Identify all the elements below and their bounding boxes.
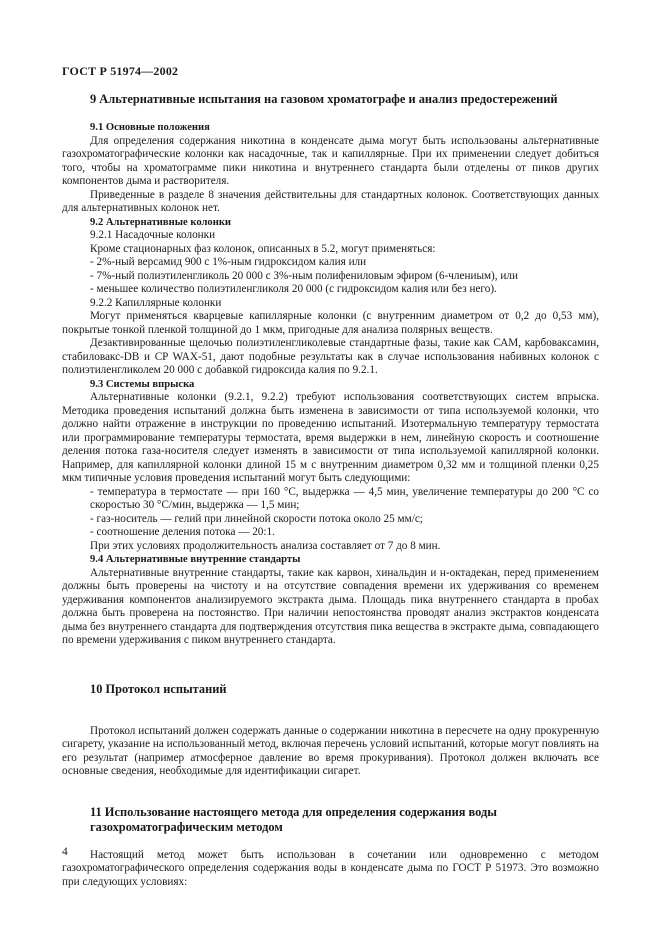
page-number: 4 <box>62 846 68 858</box>
list-item: - 2%-ный версамид 900 с 1%-ным гидроксидом калия или <box>90 256 367 268</box>
paragraph: Альтернативные внутренние стандарты, такие как карвон, хинальдин и н-октадекан, перед применением должны быть проверены на чистоту и на отсутствие совпадения времени их удерживания со временем удерживания компонентов анализируемого экстракта дыма. Площадь пика внутреннего стандарта в пробах должна быть проверена на постоянство. При наличии непостоянства проводят анализ экстрактов конденсата дыма без внутреннего стандарта для подтверждения отсутствия пика вещества в экстракте дыма, совпадающего по времени удерживания с пиком внутреннего стандарта. <box>62 566 599 646</box>
section-9-heading: 9 Альтернативные испытания на газовом хроматографе и анализ предостережений <box>90 92 558 106</box>
paragraph: Могут применяться кварцевые капиллярные колонки (с внутренним диаметром от 0,2 до 0,53 мм), покрытые тонкой пленкой толщиной до 1 мкм, пригодные для анализа полярных веществ. <box>62 310 599 336</box>
list-item: - газ-носитель — гелий при линейной скорости потока около 25 мм/с; <box>90 512 423 525</box>
document-id: ГОСТ Р 51974—2002 <box>62 64 179 78</box>
subsection-9-2-1-heading: 9.2.1 Насадочные колонки <box>90 229 216 241</box>
paragraph: Дезактивированные щелочью полиэтиленгликолевые стандартные фазы, такие как САМ, карбоваксамин, стабиловакс-DB и CP WAX-51, дают подобные результаты как в случае использования набивных колонок с полиэтиленгликолем 20 000 с добавкой гидроксида калия по 9.2.1. <box>62 337 599 376</box>
paragraph: При этих условиях продолжительность анализа составляет от 7 до 8 мин. <box>90 539 441 552</box>
section-11-heading: 11 Использование настоящего метода для определения содержания воды газохроматографическим методом <box>90 804 497 834</box>
list-item: - температура в термостате — при 160 °С, выдержка — 4,5 мин, увеличение температуры до 200 °С со скоростью 30 °С/мин, выдержка — 1,5 мин; <box>90 485 599 511</box>
paragraph: Настоящий метод может быть использован в сочетании или одновременно с методом газохроматографического определения содержания воды в конденсате дыма по ГОСТ Р 51973. Это возможно при следующих условиях: <box>62 848 599 888</box>
list-item: - 7%-ный полиэтиленгликоль 20 000 с 3%-ным полифениловым эфиром (6-члениым), или <box>90 269 518 282</box>
list-item: - меньшее количество полиэтиленгликоля 20 000 (с гидроксидом калия или без него). <box>90 283 497 295</box>
paragraph: Протокол испытаний должен содержать данные о содержании никотина в пересчете на одну прокуренную сигарету, указание на использованный метод, включая перечень условий испытаний, которые могут повлиять на его результат (например атмосферное давление во время прокуривания). Протокол должен включать все основные сведения, необходимые для идентификации сигарет. <box>62 724 599 777</box>
subsection-9-1-heading: 9.1 Основные положения <box>90 122 210 133</box>
subsection-9-4-heading: 9.4 Альтернативные внутренние стандарты <box>90 554 301 565</box>
paragraph: Кроме стационарных фаз колонок, описанных в 5.2, могут применяться: <box>90 242 436 255</box>
paragraph: Для определения содержания никотина в конденсате дыма могут быть использованы альтернативные газохроматографические колонки как насадочные, так и капиллярные. При их применении следует добиться того, чтобы на хроматограмме пики никотина и внутреннего стандарта были отделены от пиков других компонентов дыма и растворителя. <box>62 134 599 187</box>
subsection-9-3-heading: 9.3 Системы впрыска <box>90 378 195 390</box>
subsection-9-2-heading: 9.2 Альтернативные колонки <box>90 216 232 228</box>
paragraph: Альтернативные колонки (9.2.1, 9.2.2) требуют использования соответствующих систем впрыска. Методика проведения испытаний должна быть изменена в зависимости от типа используемой колонки, что должно найти отражение в инструкции по проведению испытаний. Изотермальную температуру термостата или программирование температуры термостата, время выдержки в нем, линейную скорость и соотношение деления потока газа-носителя следует изменять в зависимости от типа используемой капиллярной колонки. Например, для капиллярной колонки длиной 15 м с внутренним диаметром 0,32 мм и толщиной пленки 0,25 мкм типичные условия проведения испытаний могут быть следующими: <box>62 391 599 484</box>
subsection-9-2-2-heading: 9.2.2 Капиллярные колонки <box>90 296 222 309</box>
page-content <box>62 92 599 889</box>
list-item: - соотношение деления потока — 20:1. <box>90 526 275 538</box>
section-10-heading: 10 Протокол испытаний <box>90 681 227 696</box>
paragraph: Приведенные в разделе 8 значения действительны для стандартных колонок. Соответствующих данных для альтернативных колонок нет. <box>62 188 599 214</box>
